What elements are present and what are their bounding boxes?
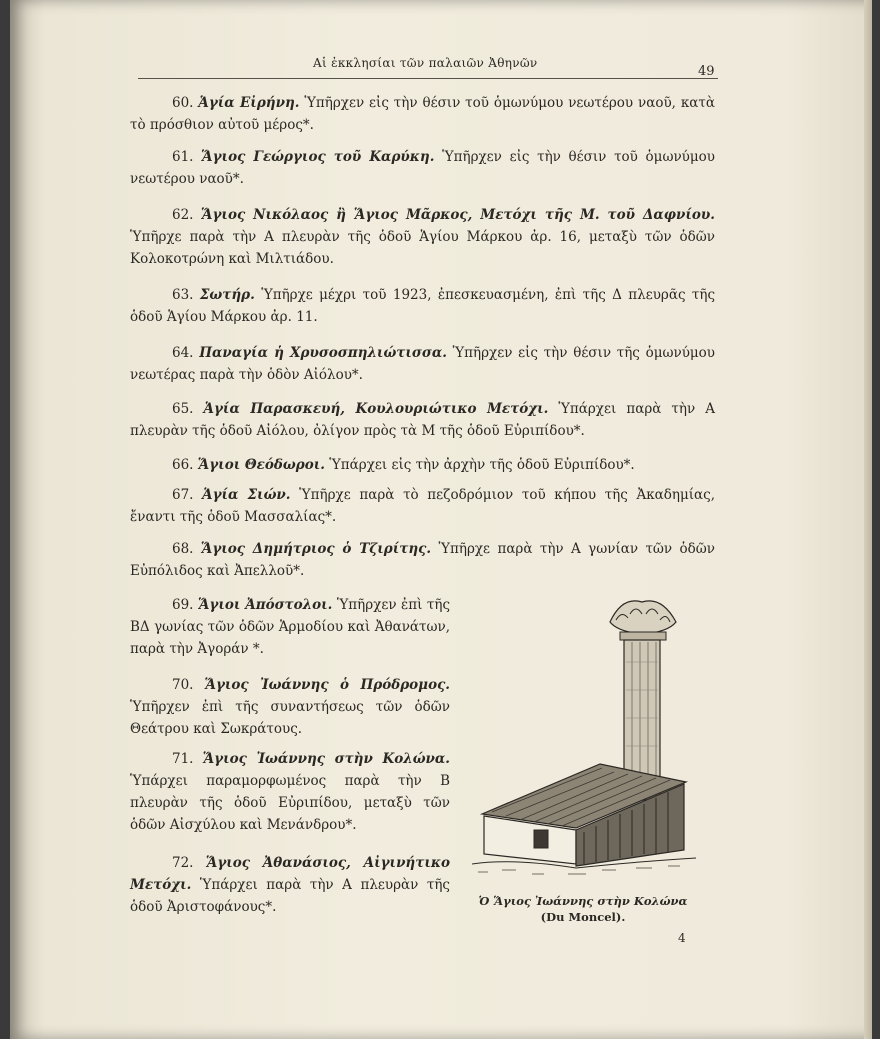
entry-71 [130, 748, 450, 836]
entry-text: Ὑπῆρχε παρὰ τὴν Α πλευρὰν τῆς ὁδοῦ Ἁγίου Μάρκου ἀρ. 16, μεταξὺ τῶν ὁδῶν Κολοκοτρώνη καὶ Μιλτιάδου. [130, 229, 715, 267]
entry-text: Ὑπάρχει εἰς τὴν ἀρχὴν τῆς ὁδοῦ Εὐριπίδου*. [329, 457, 635, 473]
entry-text: Ὑπῆρχε παρὰ τὴν Α γωνίαν τῶν ὁδῶν Εὐπόλιδος καὶ Ἀπελλοῦ*. [130, 541, 715, 579]
entry-number: 61. [172, 149, 194, 165]
entry-number: 67. [172, 487, 194, 503]
book-page [10, 0, 872, 1039]
entry-title: Ἅγιος Ἰωάννης στὴν Κολώνα. [202, 751, 450, 767]
entry-65 [130, 398, 715, 442]
entry-64 [130, 342, 715, 386]
running-title: Αἱ ἐκκλησίαι τῶν παλαιῶν Ἀθηνῶν [313, 56, 538, 70]
entry-title: Σωτήρ. [199, 287, 255, 303]
entry-title: Ἅγιος Ἀθανάσιος, Αἰγινήτικο Μετόχι. [130, 855, 450, 893]
entry-61 [130, 146, 715, 190]
entry-69 [130, 594, 450, 660]
entry-number: 68. [172, 541, 194, 557]
entry-62 [130, 204, 715, 270]
entry-number: 65. [172, 401, 194, 417]
entry-60 [130, 92, 715, 136]
entry-text: Ὑπάρχει παραμορφωμένος παρὰ τὴν Β πλευρὰν τῆς ὁδοῦ Εὐριπίδου, μεταξὺ τῶν ὁδῶν Αἰσχύλου καὶ Μενάνδρου*. [130, 773, 450, 833]
entry-title: Ἅγιος Γεώργιος τοῦ Καρύκη. [201, 149, 435, 165]
page-number: 49 [698, 64, 715, 79]
entry-title: Ἅγιοι Ἀπόστολοι. [197, 597, 333, 613]
entry-67 [130, 484, 715, 528]
entry-text: Ὑπῆρχεν εἰς τὴν θέσιν τοῦ ὁμωνύμου νεωτέρου ναοῦ*. [130, 149, 715, 187]
entry-number: 71. [172, 751, 194, 767]
page-edge [864, 0, 872, 1039]
caption-credit: (Du Moncel). [540, 910, 626, 924]
entry-63 [130, 284, 715, 328]
entry-text: Ὑπῆρχεν εἰς τὴν θέσιν τῆς ὁμωνύμου νεωτέρας παρὰ τὴν ὁδὸν Αἰόλου*. [130, 345, 716, 383]
entry-text: Ὑπῆρχε μέχρι τοῦ 1923, ἐπεσκευασμένη, ἐπὶ τῆς Δ πλευρᾶς τῆς ὁδοῦ Ἁγίου Μάρκου ἀρ. 11. [130, 287, 716, 325]
entry-text: Ὑπῆρχεν εἰς τὴν θέσιν τοῦ ὁμωνύμου νεωτέρου ναοῦ, κατὰ τὸ πρόσθιον αὐτοῦ μέρος*. [130, 95, 716, 133]
entry-number: 64. [172, 345, 194, 361]
signature-mark: 4 [678, 931, 686, 945]
entry-number: 63. [172, 287, 194, 303]
entry-title: Ἁγία Εἰρήνη. [198, 95, 300, 111]
entry-title: Ἅγιος Νικόλαος ἢ Ἅγιος Μᾶρκος, Μετόχι τῆς Μ. τοῦ Δαφνίου. [201, 207, 715, 223]
entry-number: 69. [172, 597, 194, 613]
entry-68 [130, 538, 715, 582]
entry-number: 72. [172, 855, 194, 871]
entry-text: Ὑπάρχει παρὰ τὴν Α πλευρὰν τῆς ὁδοῦ Ἀριστοφάνους*. [130, 877, 450, 915]
entry-title: Ἅγιος Ἰωάννης ὁ Πρόδρομος. [204, 677, 450, 693]
caption-title: Ὁ Ἅγιος Ἰωάννης στὴν Κολώνα [478, 894, 688, 908]
entry-text: Ὑπάρχει παρὰ τὴν Α πλευρὰν τῆς ὁδοῦ Αἰόλου, ὀλίγον πρὸς τὰ Μ τῆς ὁδοῦ Εὐριπίδου*. [130, 401, 715, 439]
entry-number: 66. [172, 457, 194, 473]
entry-number: 60. [172, 95, 194, 111]
entry-title: Ἅγιος Δημήτριος ὁ Τζιρίτης. [200, 541, 432, 557]
entry-text: Ὑπῆρχεν ἐπὶ τῆς ΒΔ γωνίας τῶν ὁδῶν Ἁρμοδίου καὶ Ἀθανάτων, παρὰ τὴν Ἀγοράν *. [130, 597, 451, 657]
entry-number: 70. [172, 677, 194, 693]
entry-text: Ὑπῆρχε παρὰ τὸ πεζοδρόμιον τοῦ κήπου τῆς Ἀκαδημίας, ἔναντι τῆς ὁδοῦ Μασσαλίας*. [130, 487, 716, 525]
entry-72 [130, 852, 450, 918]
entry-title: Παναγία ἡ Χρυσοσπηλιώτισσα. [199, 345, 447, 361]
church-column-illustration [472, 592, 696, 888]
entry-number: 62. [172, 207, 194, 223]
running-header [138, 58, 718, 79]
entry-text: Ὑπῆρχεν ἐπὶ τῆς συναντήσεως τῶν ὁδῶν Θεάτρου καὶ Σωκράτους. [130, 699, 450, 737]
entry-title: Ἁγία Παρασκευή, Κουλουριώτικο Μετόχι. [203, 401, 549, 417]
entry-title: Ἁγία Σιών. [202, 487, 291, 503]
illustration-caption [472, 893, 694, 925]
entry-66 [130, 454, 715, 476]
entry-70 [130, 674, 450, 740]
entry-title: Ἅγιοι Θεόδωροι. [197, 457, 325, 473]
